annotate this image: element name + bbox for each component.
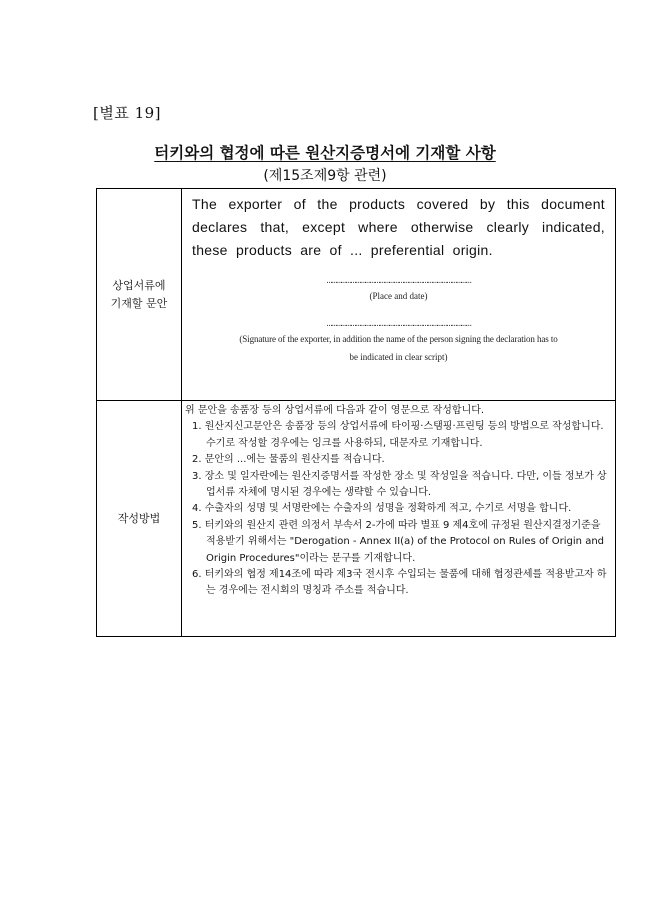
place-date-dotted-line: ……………………………………………………………………………… — [326, 276, 471, 287]
place-date-caption: (Place and date) — [369, 291, 428, 301]
declaration-content-cell — [182, 189, 616, 401]
signature-caption-line2: be indicated in clear script) — [349, 352, 448, 362]
method-item-6: 6. 터키와의 협정 제14조에 따라 제3국 전시후 수입되는 물품에 대해 협정관세를 적용받고자 하는 경우에는 전시회의 명칭과 주소를 적습니다. — [192, 569, 607, 597]
declaration-label-cell — [97, 189, 182, 401]
table-row — [97, 189, 616, 401]
document-title-text: 터키와의 협정에 따른 원산지증명서에 기재할 사항 — [154, 144, 496, 162]
method-item-5: 5. 터키와의 원산지 관련 의정서 부속서 2-가에 따라 별표 9 제4호에 규정된 원산지결정기준을 적용받기 위해서는 "Derogation - Annex II(a) of the Protocol on Rules of Origin and Origin Procedures"이라는 문구를 기재합니다. — [192, 519, 605, 564]
document-subtitle: (제15조제9항 관련) — [263, 168, 387, 184]
document-title — [0, 141, 650, 163]
declaration-label-line2: 기재할 문안 — [110, 296, 168, 310]
declaration-text: The exporter of the products covered by this document declares that, except where otherwise clearly indicated, these products are of ... preferential origin. — [192, 196, 605, 258]
method-intro: 위 문안을 송품장 등의 상업서류에 다음과 같이 영문으로 작성합니다. — [185, 405, 485, 416]
annex-label: [별표 19] — [93, 104, 162, 122]
method-label-cell: 작성방법 — [97, 401, 182, 637]
signature-caption-line1: (Signature of the exporter, in addition the name of the person signing the declaration has to — [239, 334, 558, 344]
method-content-cell — [182, 401, 616, 637]
table-row — [97, 401, 616, 637]
method-item-4: 4. 수출자의 성명 및 서명란에는 수출자의 성명을 정확하게 적고, 수기로 서명을 합니다. — [192, 503, 572, 515]
requirements-table — [96, 188, 616, 637]
method-item-2: 2. 문안의 ...에는 물품의 원산지를 적습니다. — [192, 454, 385, 466]
method-item-1: 1. 원산지신고문안은 송품장 등의 상업서류에 타이핑·스탬핑·프린팅 등의 방법으로 작성합니다. 수기로 작성할 경우에는 잉크를 사용하되, 대문자로 기재합니다. — [192, 421, 604, 449]
method-item-3: 3. 장소 및 일자란에는 원산지증명서를 작성한 장소 및 작성일을 적습니다. 다만, 이들 정보가 상업서류 자체에 명시된 경우에는 생략할 수 있습니다. — [192, 470, 607, 499]
declaration-label-line1: 상업서류에 — [112, 278, 166, 292]
signature-dotted-line: ……………………………………………………………………………… — [326, 319, 471, 330]
